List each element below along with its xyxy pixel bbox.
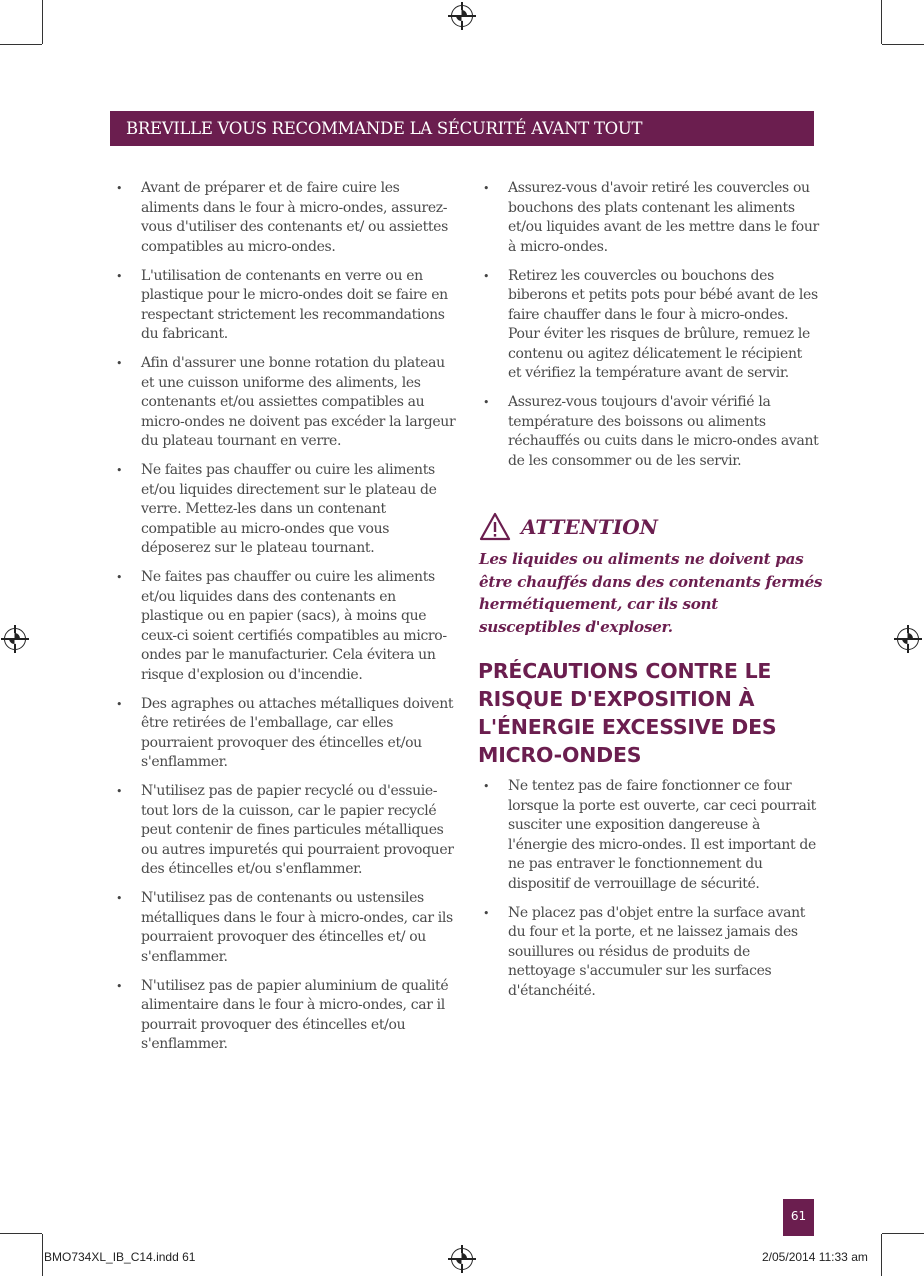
bullet-item: • Ne tentez pas de faire fonctionner ce four lorsque la porte est ouverte, car ceci pourrait susciter une exposition dangereuse à l'énergie des micro-ondes. Il est important de ne pas entraver le fonctionnement du dispositif de verrouillage de sécurité. [479,777,819,894]
attention-heading: ATTENTION [521,514,658,539]
bullet-item: • Afin d'assurer une bonne rotation du plateau et une cuisson uniforme des aliments, les contenants et/ou assiettes compatibles au micro-ondes ne doivent pas excéder la largeur du plateau tournant en verre. [112,354,457,452]
registration-mark-icon [4,628,26,650]
attention-text: Les liquides ou aliments ne doivent pas être chauffés dans des contenants fermés hermétiquement, car ils sont susceptibles d'exploser. [479,550,823,636]
right-column-bottom [479,777,819,1011]
bullet-item: • Assurez-vous toujours d'avoir vérifié la température des boissons ou aliments réchauffés ou cuits dans le micro-ondes avant de les consommer ou de les servir. [479,393,819,471]
bullet-item: • Ne placez pas d'objet entre la surface avant du four et la porte, et ne laissez jamais des souillures ou résidus de produits de nettoyage s'accumuler sur les surfaces d'étanchéité. [479,904,819,1002]
bullet-item: • Assurez-vous d'avoir retiré les couvercles ou bouchons des plats contenant les aliments et/ou liquides avant de les mettre dans le four à micro-ondes. [479,179,819,257]
crop-mark [882,44,924,45]
attention-callout [479,512,824,638]
crop-mark [42,1234,43,1276]
page-number-tab [783,1199,814,1236]
registration-mark-icon [451,5,473,27]
left-column [112,179,457,1064]
crop-mark [881,0,882,44]
section-header-title: BREVILLE VOUS RECOMMANDE LA SÉCURITÉ AVANT TOUT [126,119,643,138]
footer-datetime: 2/05/2014 11:33 am [762,1250,868,1264]
page-number: 61 [790,1209,807,1223]
section-title-line: RISQUE D'EXPOSITION À [478,687,755,711]
bullet-item: • N'utilisez pas de papier aluminium de qualité alimentaire dans le four à micro-ondes, car il pourrait provoquer des étincelles et/ou s'enflammer. [112,977,457,1055]
section-header-bar [110,111,814,146]
warning-triangle-icon [479,512,511,541]
bullet-item: • Avant de préparer et de faire cuire les aliments dans le four à micro-ondes, assurez-vous d'utiliser des contenants et/ ou assiettes compatibles au micro-ondes. [112,179,457,257]
section-title-line: PRÉCAUTIONS CONTRE LE [478,659,772,683]
section-title-line: L'ÉNERGIE EXCESSIVE DES [478,715,777,739]
section-title [478,657,818,769]
crop-mark [882,1233,924,1234]
registration-mark-icon [451,1248,473,1270]
footer-file-slug: BMO734XL_IB_C14.indd 61 [44,1250,196,1264]
bullet-item: • N'utilisez pas de contenants ou ustensiles métalliques dans le four à micro-ondes, car ils pourraient provoquer des étincelles et/ ou s'enflammer. [112,889,457,967]
bullet-item: • Des agraphes ou attaches métalliques doivent être retirées de l'emballage, car elles pourraient provoquer des étincelles et/ou s'enflammer. [112,695,457,773]
right-column-top [479,179,819,481]
bullet-item: • L'utilisation de contenants en verre ou en plastique pour le micro-ondes doit se faire en respectant strictement les recommandations du fabricant. [112,267,457,345]
bullet-item: • Retirez les couvercles ou bouchons des biberons et petits pots pour bébé avant de les faire chauffer dans le four à micro-ondes. Pour éviter les risques de brûlure, remuez le contenu ou agitez délicatement le récipient et vérifiez la température avant de servir. [479,267,819,384]
registration-mark-icon [897,628,919,650]
bullet-item: • Ne faites pas chauffer ou cuire les aliments et/ou liquides directement sur le plateau de verre. Mettez-les dans un contenant compatible au micro-ondes que vous déposerez sur le plateau tournant. [112,461,457,559]
crop-mark [42,0,43,44]
bullet-item: • Ne faites pas chauffer ou cuire les aliments et/ou liquides dans des contenants en plastique ou en papier (sacs), à moins que ceux-ci soient certifiés compatibles au micro-ondes par le manufacturier. Cela évitera un risque d'explosion ou d'incendie. [112,568,457,685]
crop-mark [0,44,42,45]
crop-mark [0,1233,42,1234]
crop-mark [881,1234,882,1276]
attention-heading-row [479,512,824,541]
section-title-line: MICRO-ONDES [478,743,642,767]
bullet-item: • N'utilisez pas de papier recyclé ou d'essuie-tout lors de la cuisson, car le papier recyclé peut contenir de fines particules métalliques ou autres impuretés qui pourraient provoquer des étincelles et/ou s'enflammer. [112,782,457,880]
